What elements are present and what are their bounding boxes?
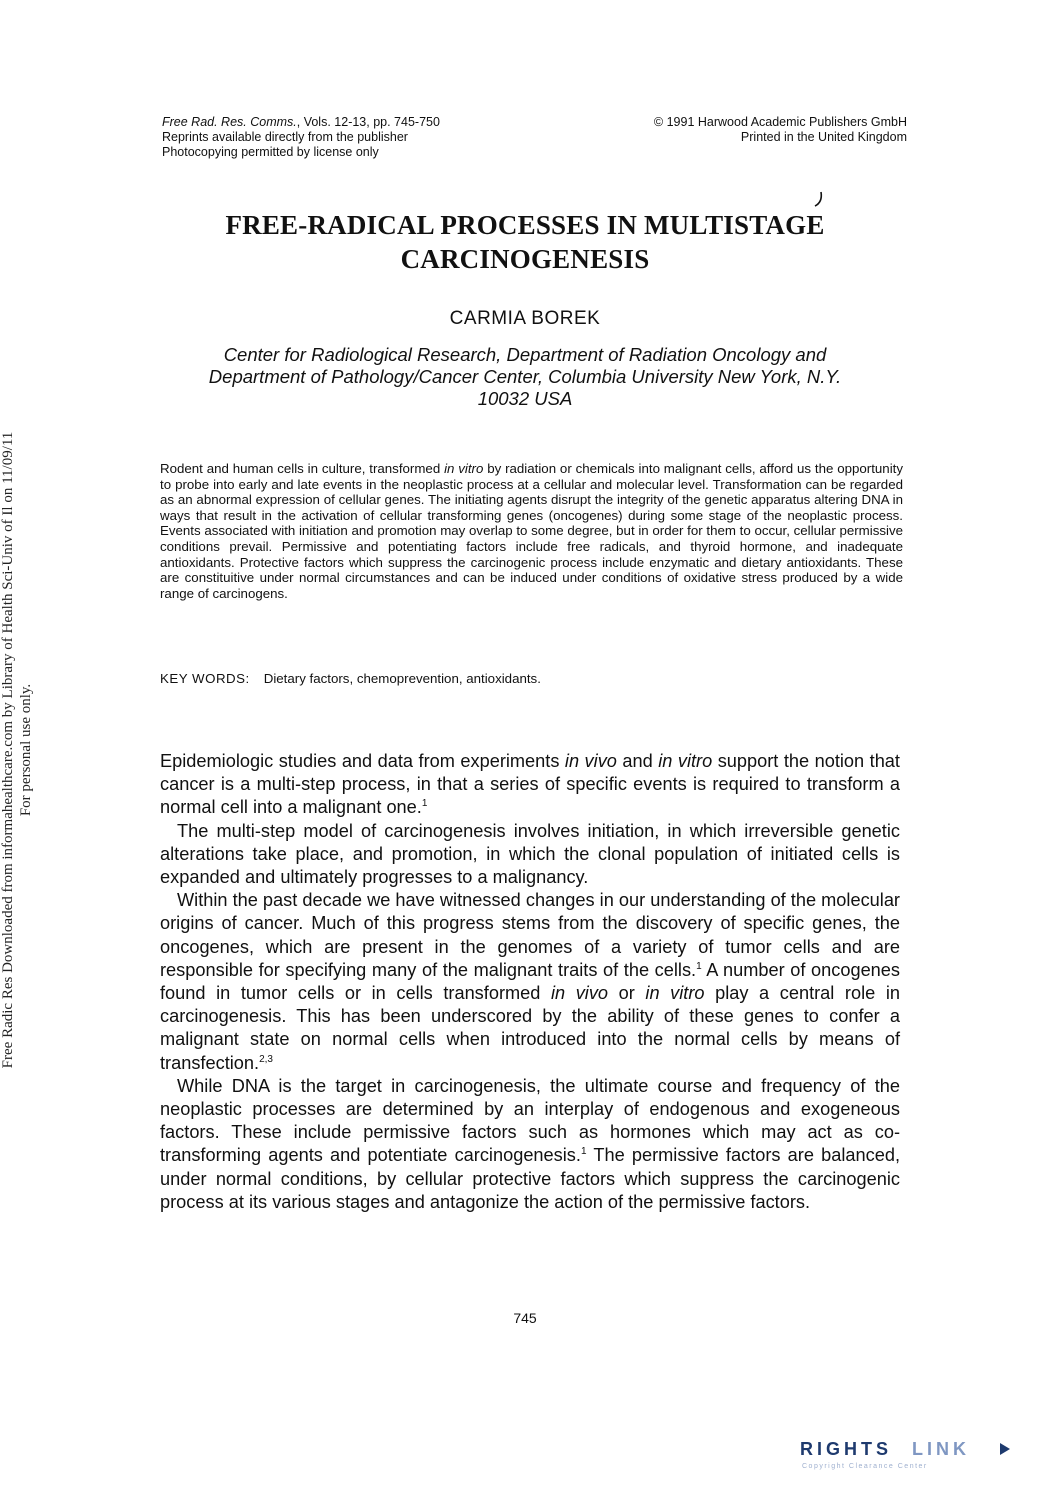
- keywords-value: Dietary factors, chemoprevention, antioxidants.: [263, 671, 541, 686]
- keywords-label: KEY WORDS:: [160, 671, 250, 686]
- text: Within the past decade we have witnessed changes in our understanding of the molecular origins of cancer. Much of this progress stems from the discovery of specific genes, the oncogenes, which are present in the genomes of a variety of tumor cells and are responsible for specifying many of the malignant traits of the cells.: [160, 890, 900, 980]
- citation-ref: 1: [696, 960, 702, 972]
- article-title: [120, 208, 930, 276]
- publisher-header: [560, 115, 907, 145]
- affiliation-line-2: Department of Pathology/Cancer Center, Columbia University New York, N.Y.: [208, 366, 842, 387]
- rightslink-rights-text: RIGHTS: [800, 1439, 893, 1459]
- abstract-text-rest: by radiation or chemicals into malignant cells, afford us the opportunity to probe into early and late events in the neoplastic process at a cellular and molecular level. Transformation can be regarded as an abnormal expression of cellular genes. The initiating agents disrupt the integrity of the genetic apparatus altering DNA in ways that result in the activation of cellular transforming genes (oncogenes) during some stage of the neoplastic process. Events associated with initiation and promotion may overlap to some degree, but in order for them to occur, cellular permissive conditions prevail. Permissive and potentiating factors include free radicals, and thyroid hormone, and inadequate antioxidants. Protective factors which suppress the carcinogenic process include enzymatic and dietary antioxidants. These are constituitive under normal circumstances and can be induced under conditions of oxidative stress produced by a wide range of carcinogens.: [160, 461, 903, 601]
- text: While DNA is the target in carcinogenesis, the ultimate course and frequency of the neoplastic processes are determined by an interplay of endogenous and exogeneous factors. These include permissive factors such as hormones which may act as co-transforming agents and potentiate carcinogenesis.: [160, 1075, 900, 1166]
- article-body: [160, 750, 900, 1214]
- body-paragraph-3: [160, 889, 900, 1075]
- rightslink-logo[interactable]: [800, 1435, 1030, 1475]
- affiliation-line-3: 10032 USA: [477, 388, 573, 409]
- journal-name: Free Rad. Res. Comms.: [162, 115, 297, 129]
- citation-line: [162, 115, 582, 130]
- abstract-italic: in vitro: [444, 461, 484, 476]
- italic-term: in vivo: [550, 983, 609, 1004]
- watermark-line-2: For personal use only.: [18, 683, 34, 817]
- italic-term: in vitro: [645, 983, 705, 1004]
- abstract-text-start: Rodent and human cells in culture, transformed: [160, 461, 445, 476]
- body-paragraph-1: [160, 750, 900, 820]
- author-affiliation: [150, 344, 900, 410]
- rightslink-logo-graphic: [800, 1435, 1030, 1475]
- keywords: [160, 671, 903, 686]
- title-line-1: FREE-RADICAL PROCESSES IN MULTISTAGE: [225, 210, 825, 240]
- watermark-line-1: Free Radic Res Downloaded from informahealthcare.com by Library of Health Sci-Univ of Il on 11/09/11: [0, 431, 16, 1069]
- affiliation-line-1: Center for Radiological Research, Department of Radiation Oncology and: [223, 344, 827, 365]
- title-line-2: CARCINOGENESIS: [400, 244, 650, 274]
- rightslink-link-text: LINK: [912, 1439, 970, 1459]
- page-number: 745: [513, 1310, 537, 1326]
- author-name: CARMIA BOREK: [449, 308, 601, 329]
- italic-term: in vivo: [564, 751, 617, 771]
- text: support the notion that cancer is a multi-step process, in that a series of specific events is required to transform a normal cell into a malignant one.: [160, 751, 900, 818]
- rightslink-tagline: Copyright Clearance Center: [802, 1463, 928, 1470]
- citation-ref: 2,3: [259, 1053, 273, 1065]
- text: play a central role in carcinogenesis. This has been underscored by the ability of these genes to confer a malignant state on normal cells when introduced into the normal cells by means of transfection.: [160, 983, 900, 1073]
- citation-ref: 1: [421, 798, 428, 810]
- download-watermark: [0, 0, 43, 1500]
- text: and: [616, 751, 659, 771]
- abstract: [160, 461, 903, 601]
- text: Epidemiologic studies and data from experiments: [160, 751, 565, 771]
- volume-pages: , Vols. 12-13, pp. 745-750: [296, 115, 440, 129]
- photocopy-note: Photocopying permitted by license only: [162, 145, 379, 159]
- body-paragraph-4: [160, 1075, 900, 1214]
- printed-line: Printed in the United Kingdom: [740, 130, 907, 144]
- citation-header: [162, 115, 582, 160]
- handwritten-accent-mark: [812, 190, 826, 210]
- copyright-line: © 1991 Harwood Academic Publishers GmbH: [653, 115, 907, 129]
- body-paragraph-2: The multi-step model of carcinogenesis involves initiation, in which irreversible genetic alterations take place, and promotion, in which the clonal population of initiated cells is expanded and ultimately progresses to a malignancy.: [160, 820, 900, 888]
- text: The permissive factors are balanced, under normal conditions, by cellular protective factors which suppress the carcinogenic process at its various stages and antagonize the action of the permissive factors.: [160, 1145, 900, 1212]
- citation-ref: 1: [580, 1146, 587, 1158]
- text: or: [608, 983, 646, 1004]
- italic-term: in vitro: [658, 751, 713, 771]
- reprints-note: Reprints available directly from the publisher: [162, 130, 408, 144]
- rightslink-arrow-icon: [1000, 1443, 1010, 1455]
- text: A number of oncogenes found in tumor cells or in cells transformed: [160, 959, 901, 1004]
